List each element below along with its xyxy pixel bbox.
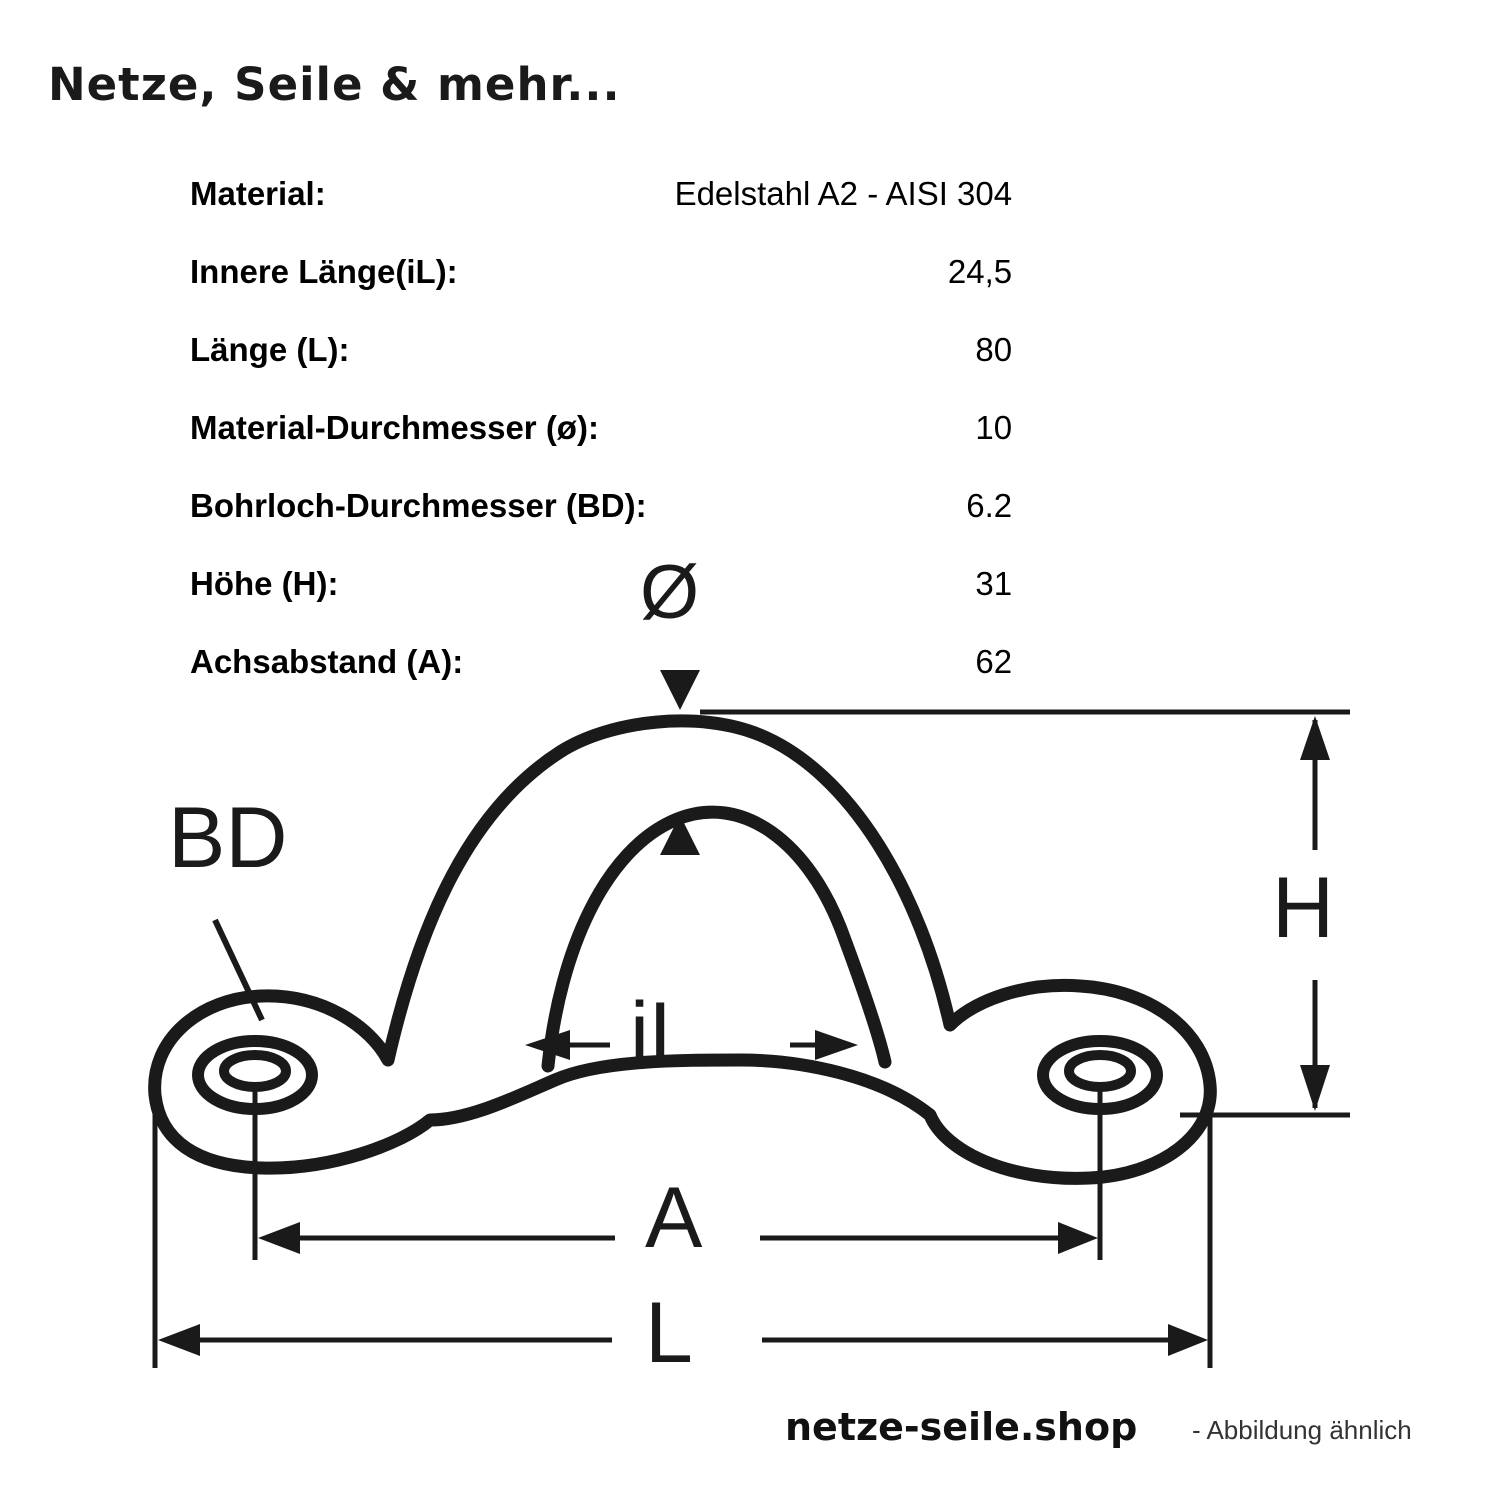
spec-label-bore-diameter: Bohrloch-Durchmesser (BD): [190, 487, 647, 524]
eye-plate-outline [155, 721, 1211, 1178]
spec-label-inner-length: Innere Länge(iL): [190, 253, 458, 290]
spec-value-length: 80 [975, 331, 1013, 368]
spec-value-bore-diameter: 6.2 [966, 487, 1013, 524]
spec-label-length: Länge (L): [190, 331, 350, 368]
eye-plate-inner-arch [548, 812, 885, 1066]
eye-plate-drawing-svg [0, 520, 1500, 1470]
spec-value-material-diameter: 10 [975, 409, 1013, 446]
technical-drawing [0, 520, 1500, 1470]
spec-label-material-diameter: Material-Durchmesser (ø): [190, 409, 599, 446]
spec-label-material: Material: [190, 175, 326, 212]
shop-watermark: netze-seile.shop [785, 1405, 1138, 1449]
spec-label-axis-distance: Achsabstand (A): [190, 643, 464, 680]
image-disclaimer: - Abbildung ähnlich [1192, 1415, 1412, 1445]
table-row [190, 389, 1012, 467]
table-row [190, 233, 1012, 311]
table-row [190, 155, 1012, 233]
page-title: Netze, Seile & mehr... [48, 58, 621, 111]
dimension-label-axis-distance: A [645, 1170, 703, 1266]
spec-label-height: Höhe (H): [190, 565, 339, 602]
table-row [190, 311, 1012, 389]
spec-value-axis-distance: 62 [975, 643, 1013, 680]
dimension-label-height: H [1272, 860, 1335, 956]
spec-value-material: Edelstahl A2 - AISI 304 [674, 175, 1013, 212]
dimension-label-length: L [645, 1285, 693, 1381]
spec-value-inner-length: 24,5 [947, 253, 1013, 290]
height-dimension [700, 712, 1350, 1115]
dimension-label-bore-diameter: BD [168, 790, 288, 886]
dimension-label-diameter: Ø [640, 550, 700, 635]
spec-value-height: 31 [975, 565, 1013, 602]
dimension-label-inner-length: iL [630, 985, 697, 1081]
